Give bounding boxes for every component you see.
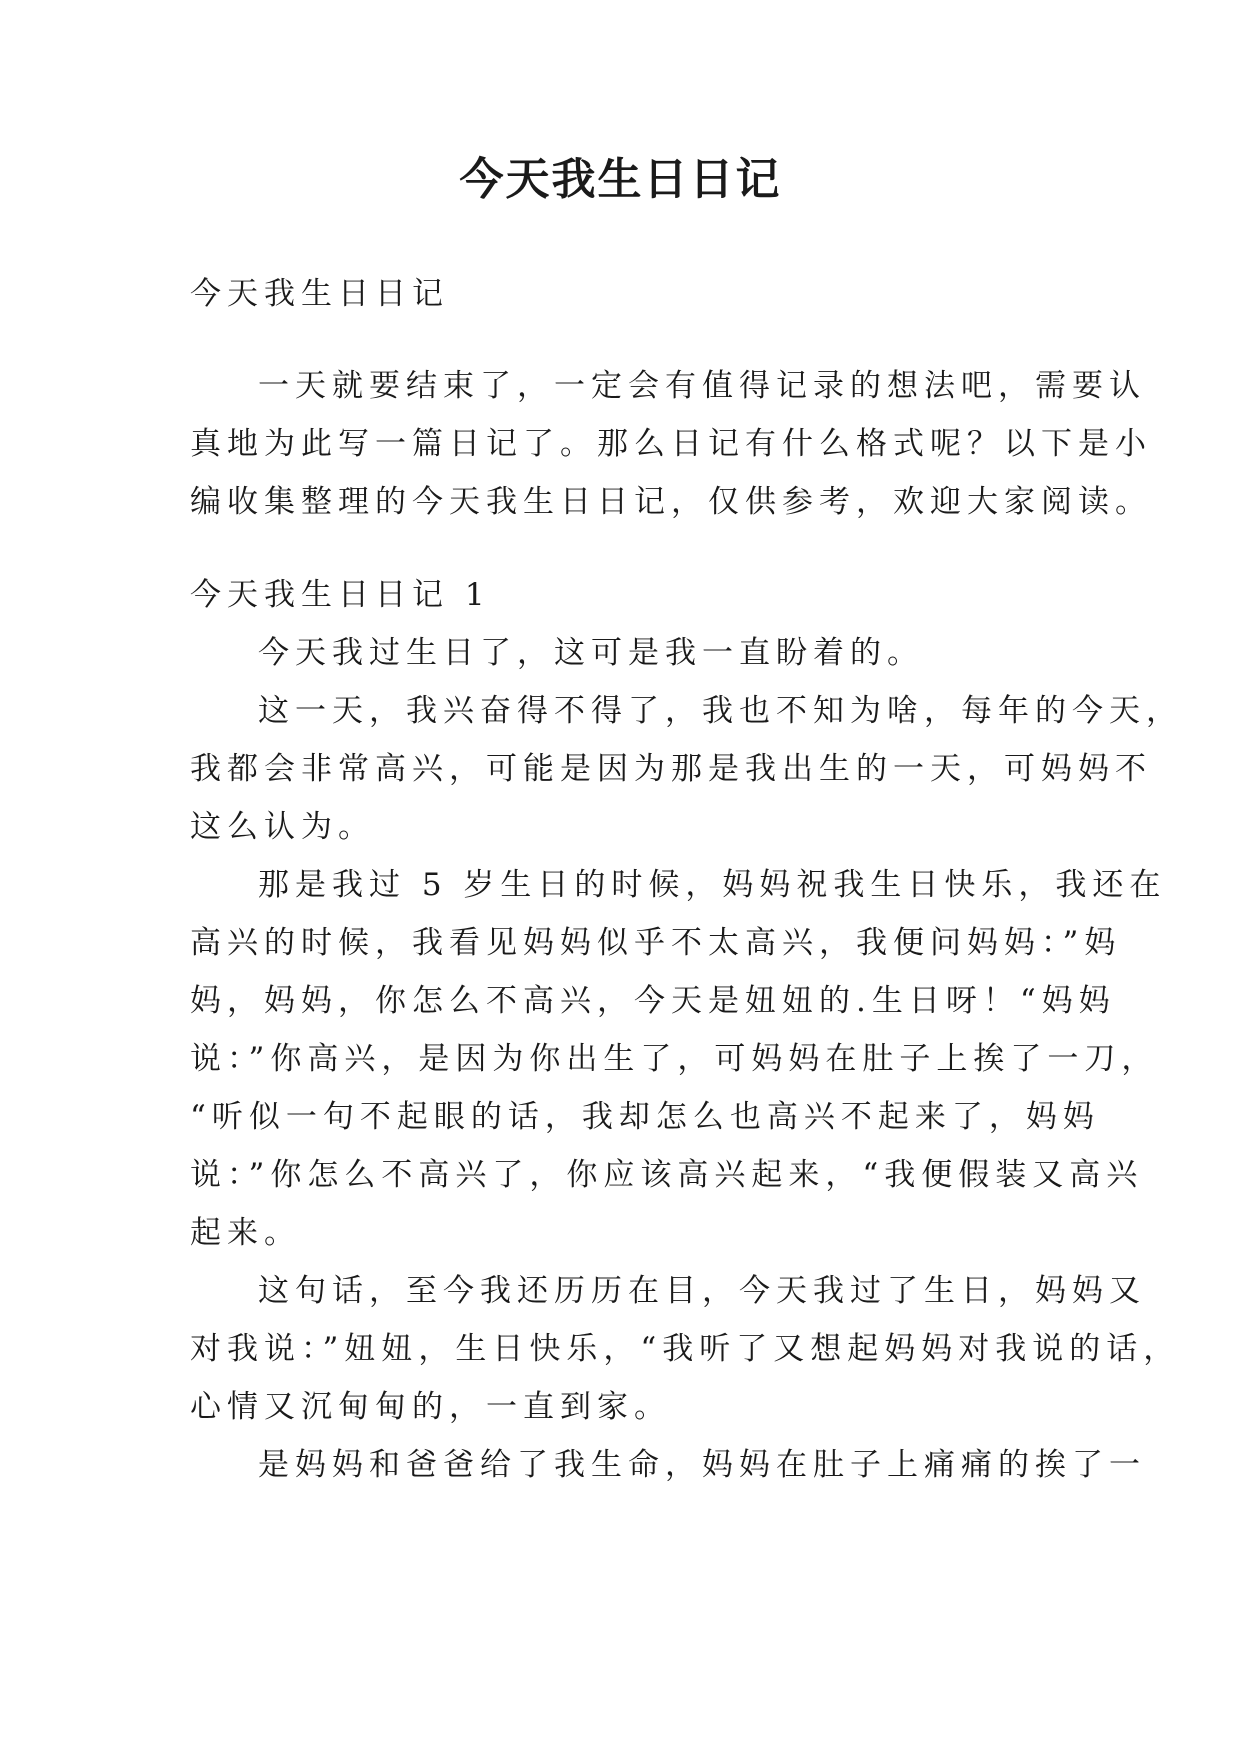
body-line: 我都会非常高兴，可能是因为那是我出生的一天，可妈妈不 [190,751,1152,787]
body-line: 高兴的时候，我看见妈妈似乎不太高兴，我便问妈妈：”妈 [190,925,1122,961]
body-line: “听似一句不起眼的话，我却怎么也高兴不起来了，妈妈 [190,1099,1100,1135]
diary-entry [190,566,1183,1494]
section-heading: 今天我生日日记 1 [190,577,491,613]
intro-line: 一天就要结束了，一定会有值得记录的想法吧，需要认 [258,368,1146,404]
body-line: 对我说：”妞妞，生日快乐，“我听了又想起妈妈对我说的话， [190,1331,1181,1367]
intro-line: 真地为此写一篇日记了。那么日记有什么格式呢？以下是小 [190,426,1152,462]
body-line: 这么认为。 [190,809,375,845]
document-title: 今天我生日日记 [459,154,782,205]
subtitle-block [190,265,1060,323]
body-line: 心情又沉甸甸的，一直到家。 [190,1389,671,1425]
body-line: 是妈妈和爸爸给了我生命，妈妈在肚子上痛痛的挨了一 [258,1447,1146,1483]
body-line: 起来。 [190,1215,301,1251]
body-line: 这一天，我兴奋得不得了，我也不知为啥，每年的今天， [258,693,1183,729]
intro-paragraph [190,357,1152,531]
body-line: 说：”你高兴，是因为你出生了，可妈妈在肚子上挨了一刀， [190,1041,1159,1077]
body-line: 这句话，至今我还历历在目，今天我过了生日，妈妈又 [258,1273,1146,1309]
body-line: 那是我过 5 岁生日的时候，妈妈祝我生日快乐，我还在 [258,867,1167,903]
subtitle: 今天我生日日记 [190,276,449,312]
intro-line: 编收集整理的今天我生日日记，仅供参考，欢迎大家阅读。 [190,484,1152,520]
body-line: 说：”你怎么不高兴了，你应该高兴起来，“我便假装又高兴 [190,1157,1144,1193]
body-line: 妈，妈妈，你怎么不高兴，今天是妞妞的.生日呀！“妈妈 [190,983,1116,1019]
body-line: 今天我过生日了，这可是我一直盼着的。 [258,635,924,671]
